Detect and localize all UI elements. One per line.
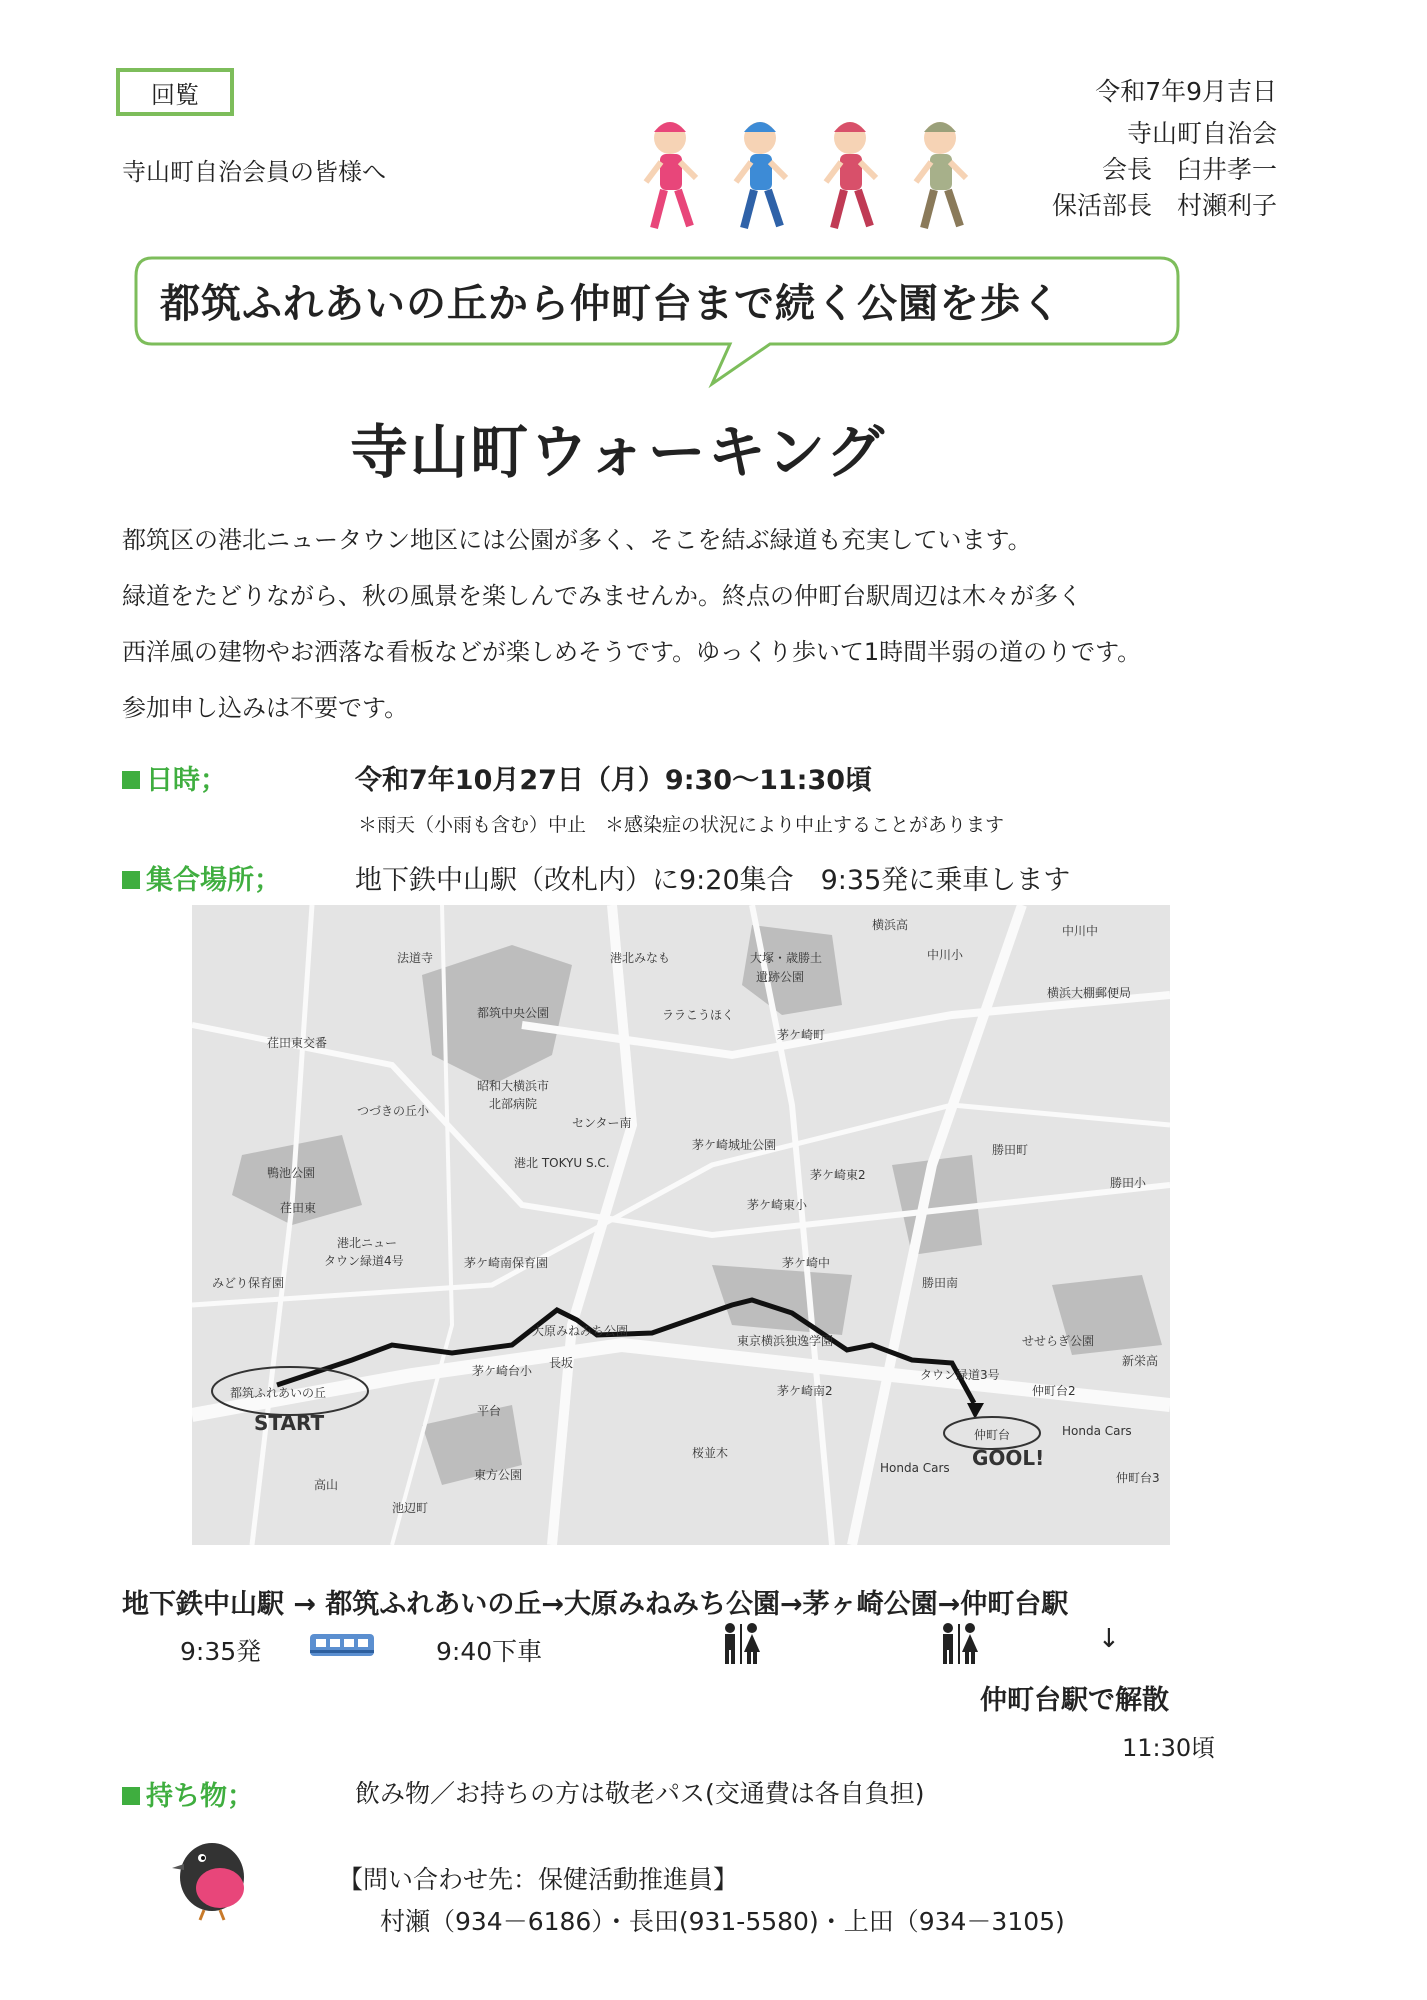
schedule-label: 日時； [122,758,227,797]
bullet-square-icon [122,771,140,789]
intro-line: 西洋風の建物やお洒落な看板などが楽しめそうです。ゆっくり歩いて1時間半弱の道のりです。 [122,638,1142,666]
walking-people-icon [628,110,988,240]
map-label: 池辺町 [392,1501,429,1515]
map-label: 大塚・歳勝土 [750,951,823,965]
sender-org: 寺山町自治会 [1126,119,1277,148]
intro-paragraph [122,512,1322,736]
train-icon [308,1632,376,1660]
dismiss-note: 仲町台駅で解散 [980,1685,1169,1716]
map-label: 勝田南 [922,1276,959,1290]
map-label: 勝田小 [1110,1176,1147,1190]
map-label: 仲町台3 [1116,1471,1160,1485]
route-map [192,905,1170,1545]
map-label: 都筑ふれあいの丘 [230,1386,327,1400]
restroom-icon [936,1622,982,1666]
map-label: 平台 [477,1404,502,1418]
map-label: センター南 [572,1116,632,1130]
sender-dept: 保活部長 村瀬利子 [1051,191,1277,220]
bullet-square-icon [122,1787,140,1805]
map-label: 港北みなも [610,951,671,965]
map-label: ララこうほく [662,1008,735,1022]
map-label: みどり保育園 [212,1276,285,1290]
bird-icon [168,1822,258,1922]
intro-line: 緑道をたどりながら、秋の風景を楽しんでみませんか。終点の仲町台駅周辺は木々が多く [122,582,1082,610]
map-label: つづきの丘小 [357,1104,430,1118]
map-label: せせらぎ公園 [1022,1334,1095,1348]
issue-date: 令和7年9月吉日 [1095,77,1277,106]
map-label: 茅ケ崎南保育園 [464,1256,549,1270]
map-label: 法道寺 [397,951,434,965]
map-label: 港北 TOKYU S.C. [514,1156,610,1170]
end-time: 11:30頃 [1122,1734,1216,1762]
map-label: 大原みねみち公園 [532,1324,629,1338]
map-label: 長坂 [549,1356,574,1370]
route-summary: 地下鉄中山駅 → 都筑ふれあいの丘→大原みねみち公園→茅ヶ崎公園→仲町台駅 [122,1589,1069,1620]
map-label: 北部病院 [489,1097,538,1111]
map-label: 茅ケ崎南2 [777,1384,833,1398]
map-label: Honda Cars [880,1461,950,1475]
map-label: 新栄高 [1122,1354,1159,1368]
contact-heading: 【問い合わせ先：保健活動推進員】 [338,1865,739,1894]
bullet-square-icon [122,871,140,889]
page-title: 寺山町ウォーキング [350,418,886,486]
map-label: 仲町台 [974,1428,1011,1442]
addressee: 寺山町自治会員の皆様へ [122,158,386,186]
map-label: タウン緑道4号 [324,1254,404,1268]
meeting-value: 地下鉄中山駅（改札内）に9:20集合 9:35発に乗車します [355,865,1071,896]
map-label: 鴨池公園 [267,1166,316,1180]
restroom-icon [718,1622,764,1666]
kairan-label: 回覧 [151,80,199,109]
map-label: 茅ケ崎城址公園 [692,1138,777,1152]
map-label: 茅ケ崎中 [782,1256,831,1270]
map-label: 茅ケ崎台小 [472,1364,533,1378]
kairan-badge [116,68,234,116]
map-label: 茅ケ崎東2 [810,1168,866,1182]
map-label: 中川中 [1062,924,1099,938]
items-label: 持ち物； [122,1774,254,1813]
map-label: 高山 [314,1478,339,1492]
map-label: 港北ニュー [337,1236,398,1250]
map-label: 中川小 [927,948,964,962]
map-label: 桜並木 [692,1446,729,1460]
contact-people: 村瀬（934－6186）・長田(931-5580)・上田（934－3105) [380,1907,1065,1936]
map-label: 東京横浜独逸学園 [737,1334,834,1348]
map-label: 遺跡公園 [756,970,805,984]
map-label: 都筑中央公園 [477,1006,550,1020]
headline-bubble: 都筑ふれあいの丘から仲町台まで続く公園を歩く [160,281,1062,327]
map-label: 荏田東交番 [267,1036,328,1050]
depart-time: 9:35発 [180,1637,262,1666]
intro-line: 都筑区の港北ニュータウン地区には公園が多く、そこを結ぶ緑道も充実しています。 [122,526,1032,554]
map-label: 横浜高 [872,918,909,932]
map-label: GOOL! [972,1446,1045,1470]
map-label: タウン緑道3号 [920,1368,1000,1382]
arrive-time: 9:40下車 [436,1637,543,1666]
meeting-label: 集合場所； [122,858,281,897]
schedule-note: ＊雨天（小雨も含む）中止 ＊感染症の状況により中止することがあります [358,814,1005,836]
items-value: 飲み物／お持ちの方は敬老パス(交通費は各自負担) [355,1779,925,1808]
map-label: 昭和大横浜市 [477,1079,550,1093]
map-label: 荏田東 [280,1201,317,1215]
intro-line: 参加申し込みは不要です。 [122,694,409,722]
sender-chair: 会長 臼井孝一 [1101,155,1277,184]
map-label: 茅ケ崎東小 [747,1198,808,1212]
map-label: START [254,1411,325,1435]
map-label: 仲町台2 [1032,1384,1076,1398]
map-label: 横浜大棚郵便局 [1047,986,1132,1000]
map-label: Honda Cars [1062,1424,1132,1438]
map-label: 茅ケ崎町 [777,1028,826,1042]
map-label: 東方公園 [474,1468,523,1482]
down-arrow-icon: ↓ [1098,1624,1120,1654]
schedule-value: 令和7年10月27日（月）9:30～11:30頃 [355,765,873,796]
map-label: 勝田町 [992,1143,1029,1157]
sender-block [1052,116,1277,224]
